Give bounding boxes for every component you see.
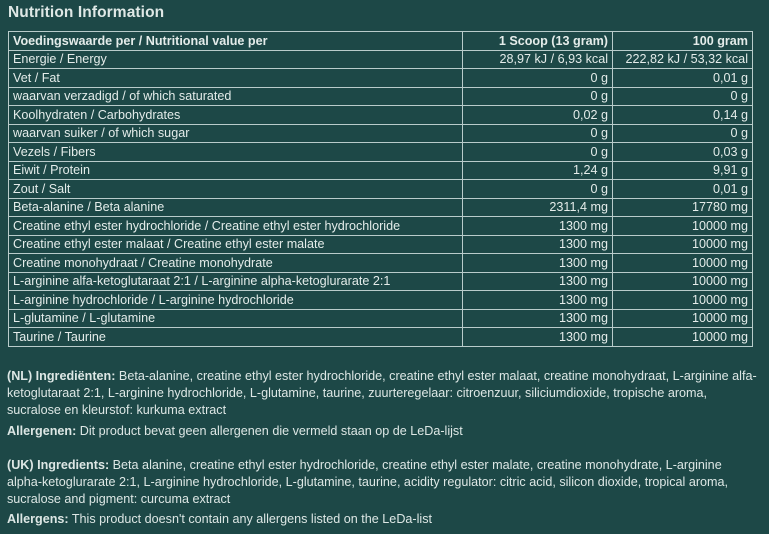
- nl-allergens-label: Allergenen:: [7, 424, 77, 438]
- uk-ingredients-text: Beta alanine, creatine ethyl ester hydrochloride, creatine ethyl ester malate, creatine monohydrate, L-arginine alpha-ketoglurarate 2:1, L-arginine hydrochloride, L-glutamine, taurine, acidity regulator: citric acid, silicon dioxide, tropical aroma, sucralose and pigment: curcuma extract: [7, 458, 729, 506]
- nutrient-name-cell: waarvan verzadigd / of which saturated: [9, 87, 463, 106]
- table-row: [9, 235, 753, 254]
- table-row: [9, 69, 753, 88]
- nutrient-name-cell: Creatine ethyl ester malaat / Creatine ethyl ester malate: [9, 235, 463, 254]
- per-100g-cell: 0,01 g: [613, 180, 753, 199]
- nutrient-name-cell: Eiwit / Protein: [9, 161, 463, 180]
- page-title: Nutrition Information: [8, 4, 165, 21]
- per-100g-cell: 0,03 g: [613, 143, 753, 162]
- table-row: [9, 124, 753, 143]
- table-row: [9, 50, 753, 69]
- nutrient-name-cell: waarvan suiker / of which sugar: [9, 124, 463, 143]
- table-row: [9, 217, 753, 236]
- per-scoop-cell: 2311,4 mg: [463, 198, 613, 217]
- nutrient-name-cell: Zout / Salt: [9, 180, 463, 199]
- per-100g-cell: 0 g: [613, 87, 753, 106]
- nutrient-name-cell: Vet / Fat: [9, 69, 463, 88]
- per-scoop-cell: 0 g: [463, 124, 613, 143]
- column-header-100g: 100 gram: [613, 32, 753, 51]
- per-100g-cell: 10000 mg: [613, 235, 753, 254]
- table-row: [9, 161, 753, 180]
- per-scoop-cell: 0 g: [463, 143, 613, 162]
- table-row: [9, 106, 753, 125]
- uk-ingredients: [7, 457, 759, 508]
- table-row: [9, 291, 753, 310]
- per-100g-cell: 10000 mg: [613, 254, 753, 273]
- nutrient-name-cell: L-arginine alfa-ketoglutaraat 2:1 / L-arginine alpha-ketoglurarate 2:1: [9, 272, 463, 291]
- table-row: [9, 180, 753, 199]
- per-scoop-cell: 1300 mg: [463, 272, 613, 291]
- per-100g-cell: 17780 mg: [613, 198, 753, 217]
- per-100g-cell: 0,14 g: [613, 106, 753, 125]
- nutrient-name-cell: Creatine monohydraat / Creatine monohydrate: [9, 254, 463, 273]
- nutrient-name-cell: Taurine / Taurine: [9, 328, 463, 347]
- uk-allergens: [7, 511, 759, 528]
- nutrient-name-cell: Beta-alanine / Beta alanine: [9, 198, 463, 217]
- uk-allergens-text: This product doesn't contain any allergens listed on the LeDa-list: [68, 512, 432, 526]
- table-row: [9, 309, 753, 328]
- per-100g-cell: 10000 mg: [613, 291, 753, 310]
- per-scoop-cell: 1300 mg: [463, 309, 613, 328]
- per-scoop-cell: 0,02 g: [463, 106, 613, 125]
- nl-ingredients: [7, 368, 759, 419]
- nl-allergens-text: Dit product bevat geen allergenen die vermeld staan op de LeDa-lijst: [76, 424, 463, 438]
- nutrient-name-cell: Koolhydraten / Carbohydrates: [9, 106, 463, 125]
- nutrient-name-cell: Energie / Energy: [9, 50, 463, 69]
- per-100g-cell: 10000 mg: [613, 328, 753, 347]
- per-scoop-cell: 1300 mg: [463, 217, 613, 236]
- per-100g-cell: 9,91 g: [613, 161, 753, 180]
- table-row: [9, 198, 753, 217]
- per-scoop-cell: 1300 mg: [463, 291, 613, 310]
- per-scoop-cell: 1,24 g: [463, 161, 613, 180]
- nutrient-name-cell: Creatine ethyl ester hydrochloride / Creatine ethyl ester hydrochloride: [9, 217, 463, 236]
- column-header-nutrient: Voedingswaarde per / Nutritional value per: [9, 32, 463, 51]
- table-row: [9, 143, 753, 162]
- per-scoop-cell: 0 g: [463, 69, 613, 88]
- nutrient-name-cell: Vezels / Fibers: [9, 143, 463, 162]
- nl-ingredients-text: Beta-alanine, creatine ethyl ester hydrochloride, creatine ethyl ester malaat, creatine monohydraat, L-arginine alfa-ketoglutaraat 2:1, L-arginine hydrochloride, L-glutamine, taurine, zuurteregelaar: citroenzuur, siliciumdioxide, tropische aroma, sucralose en kleurstof: kurkuma extract: [7, 369, 757, 417]
- nl-ingredients-label: (NL) Ingrediënten:: [7, 369, 116, 383]
- nutrient-name-cell: L-glutamine / L-glutamine: [9, 309, 463, 328]
- per-scoop-cell: 0 g: [463, 180, 613, 199]
- nutrient-name-cell: L-arginine hydrochloride / L-arginine hydrochloride: [9, 291, 463, 310]
- table-header-row: [9, 32, 753, 51]
- table-row: [9, 272, 753, 291]
- per-scoop-cell: 1300 mg: [463, 235, 613, 254]
- per-scoop-cell: 1300 mg: [463, 328, 613, 347]
- per-scoop-cell: 28,97 kJ / 6,93 kcal: [463, 50, 613, 69]
- table-row: [9, 87, 753, 106]
- per-100g-cell: 10000 mg: [613, 309, 753, 328]
- per-100g-cell: 222,82 kJ / 53,32 kcal: [613, 50, 753, 69]
- table-row: [9, 328, 753, 347]
- per-100g-cell: 10000 mg: [613, 217, 753, 236]
- per-100g-cell: 0 g: [613, 124, 753, 143]
- table-row: [9, 254, 753, 273]
- per-100g-cell: 10000 mg: [613, 272, 753, 291]
- per-100g-cell: 0,01 g: [613, 69, 753, 88]
- per-scoop-cell: 1300 mg: [463, 254, 613, 273]
- uk-allergens-label: Allergens:: [7, 512, 69, 526]
- nutrition-table: [8, 31, 753, 347]
- nl-allergens: [7, 423, 759, 440]
- column-header-scoop: 1 Scoop (13 gram): [463, 32, 613, 51]
- uk-ingredients-label: (UK) Ingredients:: [7, 458, 110, 472]
- per-scoop-cell: 0 g: [463, 87, 613, 106]
